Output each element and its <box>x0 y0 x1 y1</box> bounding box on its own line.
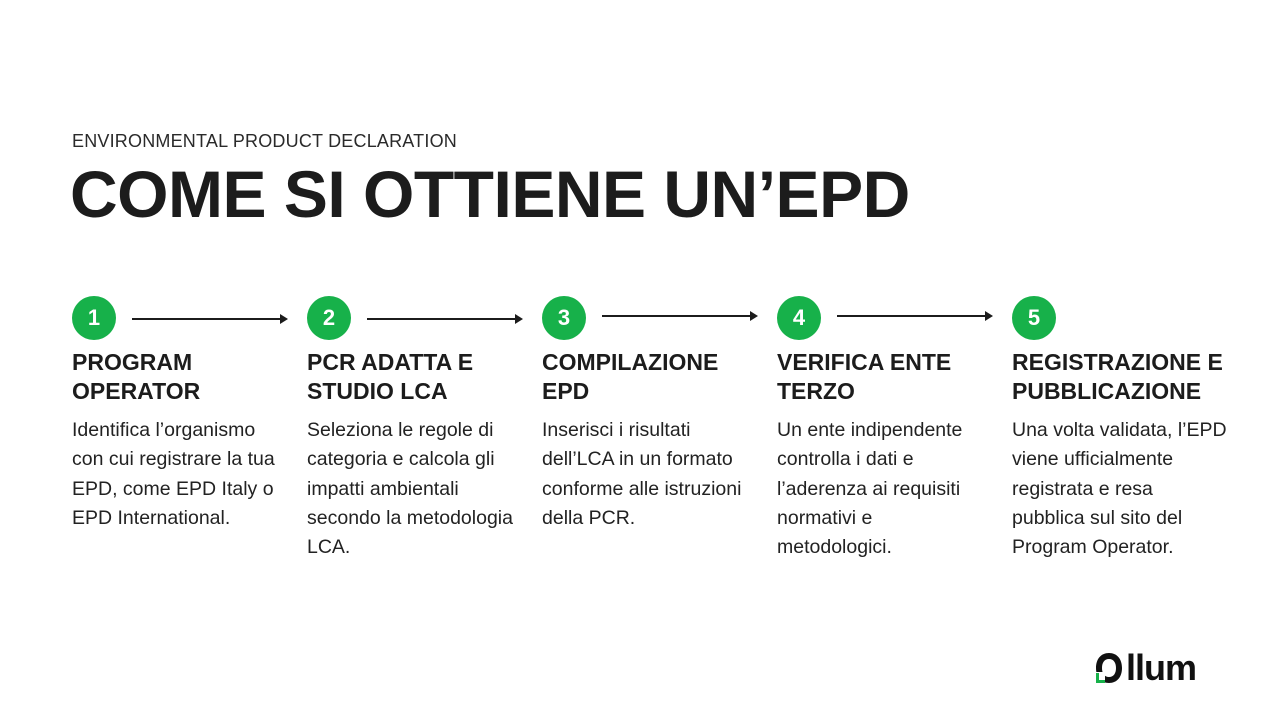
step-description: Inserisci i risultati dell’LCA in un formato conforme alle istruzioni della PCR. <box>542 419 742 529</box>
step-title <box>307 348 527 406</box>
page-title: COME SI OTTIENE UN’EPD <box>70 157 910 231</box>
arrow-connector <box>367 318 521 320</box>
step-title-line: STUDIO LCA <box>307 378 448 404</box>
step-title-line: REGISTRAZIONE E <box>1012 349 1223 375</box>
step-description: Identifica l’organismo con cui registrare la tua EPD, come EPD Italy o EPD International. <box>72 419 275 529</box>
step-title-line: TERZO <box>777 378 855 404</box>
step-title-line: VERIFICA ENTE <box>777 349 952 375</box>
ollum-logo <box>1094 648 1196 688</box>
step-title <box>1012 348 1232 406</box>
logo-text: llum <box>1126 647 1197 688</box>
step-title-line: PCR ADATTA E <box>307 349 474 375</box>
step-description: Un ente indipendente controlla i dati e l’aderenza ai requisiti normativi e metodologici. <box>777 419 963 559</box>
step-number-badge: 1 <box>72 296 116 340</box>
logo-mark-icon <box>1094 651 1124 685</box>
step-number-badge: 4 <box>777 296 821 340</box>
step-title-line: PUBBLICAZIONE <box>1012 378 1202 404</box>
arrow-connector <box>132 318 286 320</box>
arrow-connector <box>837 315 991 317</box>
step-title-line: PROGRAM <box>72 349 193 375</box>
step-description: Seleziona le regole di categoria e calcola gli impatti ambientali secondo la metodologia LCA. <box>307 419 513 559</box>
step-title <box>72 348 292 406</box>
step-number-badge: 2 <box>307 296 351 340</box>
arrow-connector <box>602 315 756 317</box>
step-title <box>542 348 762 406</box>
step-title-line: OPERATOR <box>72 378 201 404</box>
step-title <box>777 348 997 406</box>
step-title-line: COMPILAZIONE <box>542 349 719 375</box>
eyebrow-label: ENVIRONMENTAL PRODUCT DECLARATION <box>72 131 457 151</box>
step-description: Una volta validata, l’EPD viene ufficialmente registrata e resa pubblica sul sito del Program Operator. <box>1012 419 1227 559</box>
step-number-badge: 5 <box>1012 296 1056 340</box>
step-title-line: EPD <box>542 378 590 404</box>
step-number-badge: 3 <box>542 296 586 340</box>
